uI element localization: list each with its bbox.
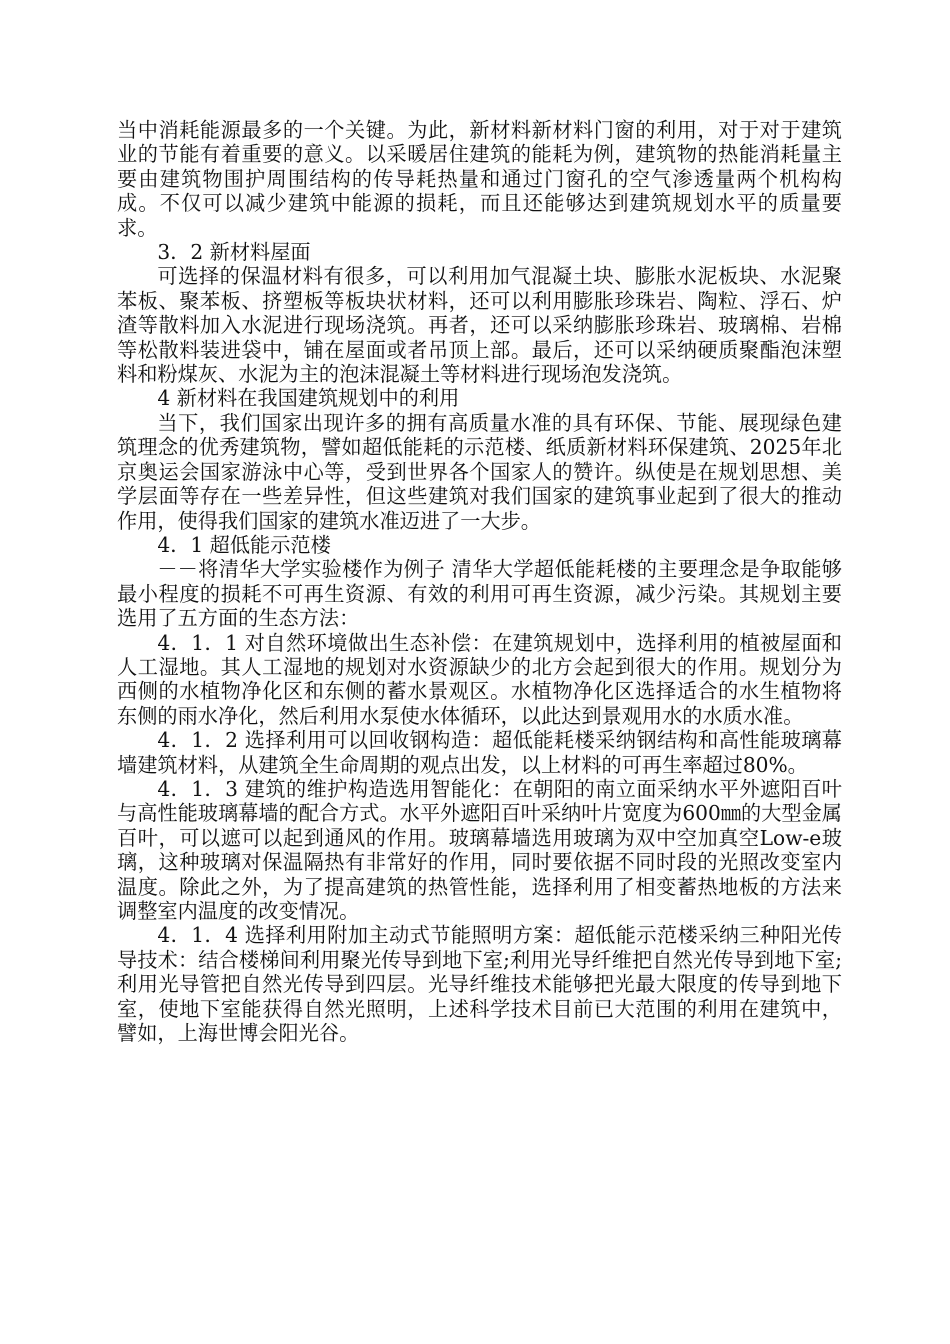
paragraph-4-1-2: 4．1．2 选择利用可以回收钢构造：超低能耗楼采纳钢结构和高性能玻璃幕墙建筑材料，从建筑全生命周期的观点出发，以上材料的可再生率超过80%。	[117, 728, 842, 777]
section-heading-3-2: 3．2 新材料屋面	[157, 240, 311, 265]
paragraph-roof-materials: 可选择的保温材料有很多，可以利用加气混凝土块、膨胀水泥板块、水泥聚苯板、聚苯板、挤塑板等板块状材料，还可以利用膨胀珍珠岩、陶粒、浮石、炉渣等散料加入水泥进行现场浇筑。再者，还可以采纳膨胀珍珠岩、玻璃棉、岩棉等松散料装进袋中，铺在屋面或者吊顶上部。最后，还可以采纳硬质聚酯泡沫塑料和粉煤灰、水泥为主的泡沫混凝土等材料进行现场泡发浇筑。	[117, 264, 842, 387]
paragraph-4-1-3: 4．1．3 建筑的维护构造选用智能化：在朝阳的南立面采纳水平外遮阳百叶与高性能玻璃幕墙的配合方式。水平外遮阳百叶采纳叶片宽度为600㎜的大型金属百叶，可以遮可以起到通风的作用。玻璃幕墙选用玻璃为双中空加真空Low-e玻璃，这种玻璃对保温隔热有非常好的作用，同时要依据不同时段的光照改变室内温度。除此之外，为了提高建筑的热管性能，选择利用了相变蓄热地板的方法来调整室内温度的改变情况。	[117, 776, 842, 923]
section-heading-4: 4 新材料在我国建筑规划中的利用	[157, 386, 460, 411]
section-heading-4-1: 4．1 超低能示范楼	[157, 532, 331, 557]
paragraph-green-buildings: 当下，我们国家出现许多的拥有高质量水准的具有环保、节能、展现绿色建筑理念的优秀建筑物，譬如超低能耗的示范楼、纸质新材料环保建筑、2025年北京奥运会国家游泳中心等，受到世界各个国家人的赞许。纵使是在规划思想、美学层面等存在一些差异性，但这些建筑对我们国家的建筑事业起到了很大的推动作用，使得我们国家的建筑水准迈进了一大步。	[117, 410, 842, 533]
document-body	[117, 118, 842, 1045]
paragraph-continuation: 当中消耗能源最多的一个关键。为此，新材料新材料门窗的利用，对于对于建筑业的节能有着重要的意义。以采暖居住建筑的能耗为例，建筑物的热能消耗量主要由建筑物围护周围结构的传导耗热量和通过门窗孔的空气渗透量两个机构构成。不仅可以减少建筑中能源的损耗，而且还能够达到建筑规划水平的质量要求。	[117, 118, 842, 240]
paragraph-4-1-4: 4．1．4 选择利用附加主动式节能照明方案：超低能示范楼采纳三种阳光传导技术：结合楼梯间利用聚光传导到地下室;利用光导纤维把自然光传导到地下室;利用光导管把自然光传导到四层。光导纤维技术能够把光最大限度的传导到地下室，使地下室能获得自然光照明，上述科学技术目前已大范围的利用在建筑中，譬如，上海世博会阳光谷。	[117, 923, 842, 1046]
paragraph-4-1-1: 4．1．1 对自然环境做出生态补偿：在建筑规划中，选择利用的植被屋面和人工湿地。其人工湿地的规划对水资源缺少的北方会起到很大的作用。规划分为西侧的水植物净化区和东侧的蓄水景观区。水植物净化区选择适合的水生植物将东侧的雨水净化，然后利用水泵使水体循环，以此达到景观用水的水质水准。	[117, 630, 842, 728]
paragraph-tsinghua-example: －－将清华大学实验楼作为例子 清华大学超低能耗楼的主要理念是争取能够最小程度的损耗不可再生资源、有效的利用可再生资源，减少污染。其规划主要选用了五方面的生态方法：	[117, 557, 842, 631]
